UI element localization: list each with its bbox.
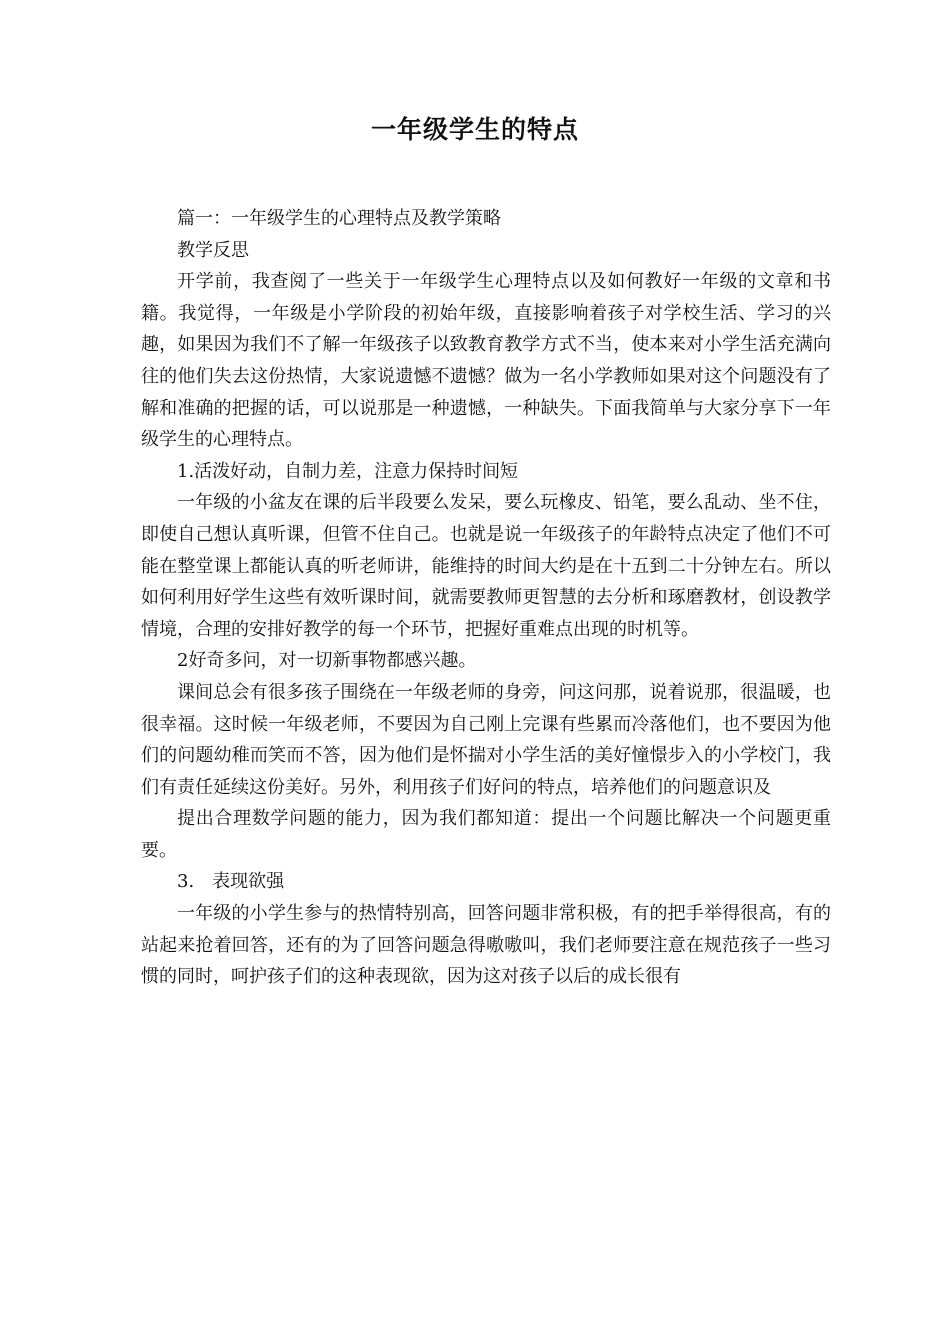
section-heading: 篇一：一年级学生的心理特点及教学策略 xyxy=(177,208,501,229)
document-body xyxy=(141,203,831,993)
body-paragraph: 课间总会有很多孩子围绕在一年级老师的身旁，问这问那，说着说那，很温暖，也很幸福。这时候一年级老师，不要因为自己刚上完课有些累而冷落他们，也不要因为他们的问题幼稚而笑而不答，因为他们是怀揣对小学生活的美好憧憬步入的小学校门，我们有责任延续这份美好。另外，利用孩子们好问的特点，培养他们的问题意识及 xyxy=(141,681,831,798)
point-heading: 3. 表现欲强 xyxy=(177,871,285,893)
document-title: 一年级学生的特点 xyxy=(370,115,579,144)
body-paragraph: 提出合理数学问题的能力，因为我们都知道：提出一个问题比解决一个问题更重要。 xyxy=(141,808,831,861)
point-heading: 1.活泼好动，自制力差，注意力保持时间短 xyxy=(177,460,519,482)
body-paragraph: 一年级的小学生参与的热情特别高，回答问题非常积极，有的把手举得很高，有的站起来抢着回答，还有的为了回答问题急得嗷嗷叫，我们老师要注意在规范孩子一些习惯的同时，呵护孩子们的这种表现欲，因为这对孩子以后的成长很有 xyxy=(141,903,831,988)
body-paragraph: 一年级的小盆友在课的后半段要么发呆，要么玩橡皮、铅笔，要么乱动、坐不住，即使自己想认真听课，但管不住自己。也就是说一年级孩子的年龄特点决定了他们不可能在整堂课上都能认真的听老师讲，能维持的时间大约是在十五到二十分钟左右。所以如何利用好学生这些有效听课时间，就需要教师更智慧的去分析和琢磨教材，创设教学情境，合理的安排好教学的每一个环节，把握好重难点出现的时机等。 xyxy=(141,492,831,640)
body-paragraph: 开学前，我查阅了一些关于一年级学生心理特点以及如何教好一年级的文章和书籍。我觉得，一年级是小学阶段的初始年级，直接影响着孩子对学校生活、学习的兴趣，如果因为我们不了解一年级孩子以致教育教学方式不当，使本来对小学生活充满向往的他们失去这份热情，大家说遗憾不遗憾？做为一名小学教师如果对这个问题没有了解和准确的把握的话，可以说那是一种遗憾，一种缺失。下面我简单与大家分享下一年级学生的心理特点。 xyxy=(141,271,831,451)
subheading: 教学反思 xyxy=(177,239,249,261)
point-heading: 2好奇多问，对一切新事物都感兴趣。 xyxy=(177,650,477,672)
